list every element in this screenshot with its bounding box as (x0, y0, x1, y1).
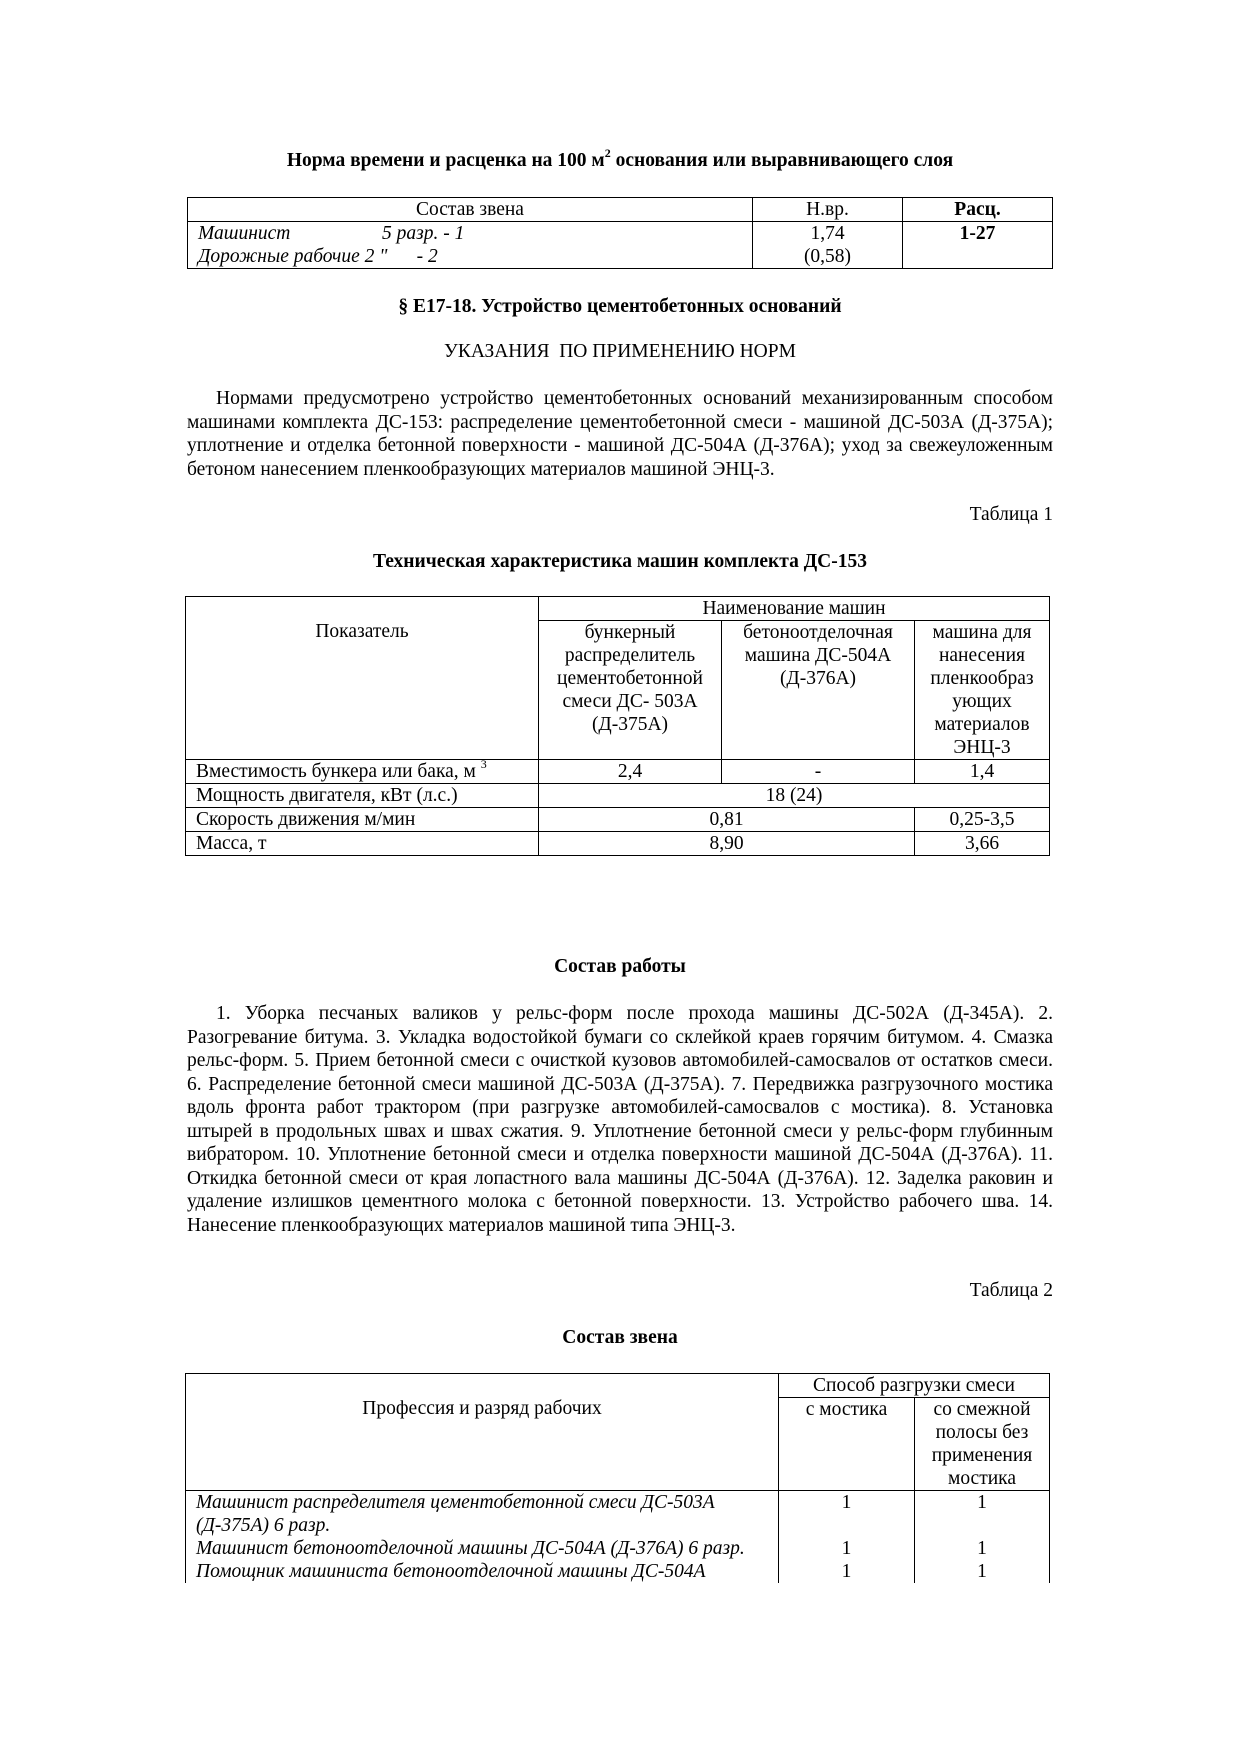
table1-row1-sup: 3 (480, 756, 487, 771)
norm-table (187, 197, 1053, 269)
table1-machine-2: бетоноотделочная машина ДС-504А (Д-376А) (722, 621, 915, 760)
norm-rasc-cell (903, 222, 1053, 269)
norm-row-2-role: Дорожные рабочие 2 (198, 246, 375, 267)
intro-paragraph: Нормами предусмотрено устройство цементобетонных оснований механизированным способом машинами комплекта ДС-153: распределение цементобетонной смеси - машиной ДС-503А (Д-375А); уплотнение и отделка бетонной поверхности - машиной ДС-504А (Д-376А); уход за свежеуложенным бетоном нанесением пленкообразующих материалов машиной ЭНЦ-3. (187, 388, 1053, 480)
norm-header-nvr: Н.вр. (753, 198, 903, 222)
table1-row1-v2: - (722, 760, 915, 784)
table2-row1-v1: 1 (779, 1491, 915, 1538)
work-paragraph: 1. Уборка песчаных валиков у рельс-форм после прохода машины ДС-502А (Д-345А). 2. Разогревание битума. 3. Укладка водостойкой бумаги со склейкой краев горячим битумом. 4. Смазка рельс-форм. 5. Прием бетонной смеси с очисткой кузовов автомобилей-самосвалов от остатков смеси. 6. Распределение бетонной смеси машиной ДС-503А (Д-375А). 7. Передвижка разгрузочного мостика вдоль фронта работ трактором (при разгрузке автомобилей-самосвалов с мостика). 8. Установка штырей в продольных швах и швах сжатия. 9. Уплотнение бетонной смеси у рельс-форм глубинным вибратором. 10. Уплотнение бетонной смеси и отделка поверхности машиной ДС-504А (Д-376А). 11. Откидка бетонной смеси от края лопастного вала машины ДС-504А (Д-376А). 12. Заделка раковин и удаление излишков цементного молока с бетонной поверхности. 13. Устройство рабочего шва. 14. Нанесение пленкообразующих материалов машиной типа ЭНЦ-3. (187, 1003, 1053, 1236)
norm-header-crew: Состав звена (188, 198, 753, 222)
norm-title-post: основания или выравнивающего слоя (610, 150, 954, 171)
norm-header-rasc: Расц. (903, 198, 1053, 222)
norm-title (187, 145, 1053, 173)
norm-nvr-cell (753, 222, 903, 269)
table2-label: Таблица 2 (969, 1280, 1053, 1301)
table2-row3-v2: 1 (915, 1560, 1050, 1583)
table1-row2-value: 18 (24) (539, 784, 1050, 808)
norm-row-1-rasc: 1-27 (959, 223, 996, 244)
table1-machine-3: машина для нанесения пленкообраз ующих материалов ЭНЦ-3 (915, 621, 1050, 760)
table1-row1-label (186, 756, 539, 784)
table1-row4-label: Масса, т (186, 832, 539, 856)
table1-label: Таблица 1 (969, 504, 1053, 525)
norm-table-wrapper (187, 197, 1053, 269)
table1-title: Техническая характеристика машин комплекта ДС-153 (373, 551, 867, 572)
table2-title: Состав звена (562, 1327, 678, 1348)
table1 (185, 596, 1050, 856)
table2-row3-v1: 1 (779, 1560, 915, 1583)
table2-wrapper (185, 1373, 1050, 1583)
table2-row1-v2: 1 (915, 1491, 1050, 1538)
table2-header-prof: Профессия и разряд рабочих (186, 1374, 779, 1491)
norm-row-2-grade: " - 2 (379, 246, 438, 267)
norm-crew-cell (188, 222, 753, 269)
table1-header-group: Наименование машин (539, 597, 1050, 621)
table2-row1-prof: Машинист распределителя цементобетонной смеси ДС-503А (Д-375А) 6 разр. (186, 1491, 779, 1538)
table1-row4-v12: 8,90 (539, 832, 915, 856)
table2-row2-v2: 1 (915, 1537, 1050, 1560)
table2-row2-prof: Машинист бетоноотделочной машины ДС-504А (Д-376А) 6 разр. (186, 1537, 779, 1560)
norm-row-1-role: Машинист (198, 223, 291, 244)
norm-row-2-nvr: (0,58) (803, 246, 852, 267)
table1-row3-label: Скорость движения м/мин (186, 808, 539, 832)
table1-row3-v12: 0,81 (539, 808, 915, 832)
norm-row-2 (198, 245, 742, 268)
table1-row1-v3: 1,4 (915, 760, 1050, 784)
table2-col1: с мостика (779, 1398, 915, 1491)
section-subtitle: УКАЗАНИЯ ПО ПРИМЕНЕНИЮ НОРМ (444, 341, 796, 362)
table1-machine-1: бункерный распределитель цементобетонной смеси ДС- 503А (Д-375А) (539, 621, 722, 760)
norm-title-pre: Норма времени и расценка на 100 м (286, 150, 605, 171)
table2-row3-prof: Помощник машиниста бетоноотделочной машины ДС-504А (186, 1560, 779, 1583)
table1-row1-v1: 2,4 (539, 760, 722, 784)
table2 (185, 1373, 1050, 1583)
norm-row-1 (198, 222, 742, 245)
table1-wrapper (185, 596, 1050, 856)
norm-row-1-nvr: 1,74 (810, 223, 845, 244)
work-title: Состав работы (554, 956, 686, 977)
table1-row3-v3: 0,25-3,5 (915, 808, 1050, 832)
table1-header-param: Показатель (186, 597, 539, 760)
table1-row1-label-text: Вместимость бункера или бака, м (196, 761, 481, 782)
table2-row2-v1: 1 (779, 1537, 915, 1560)
section-title: § Е17-18. Устройство цементобетонных оснований (398, 296, 842, 317)
table2-col2: со смежной полосы без применения мостика (915, 1398, 1050, 1491)
norm-row-1-grade: 5 разр. - 1 (382, 223, 465, 244)
table1-row4-v3: 3,66 (915, 832, 1050, 856)
table1-row2-label: Мощность двигателя, кВт (л.с.) (186, 784, 539, 808)
table2-header-group: Способ разгрузки смеси (779, 1374, 1050, 1398)
norm-title-sup: 2 (604, 145, 611, 160)
